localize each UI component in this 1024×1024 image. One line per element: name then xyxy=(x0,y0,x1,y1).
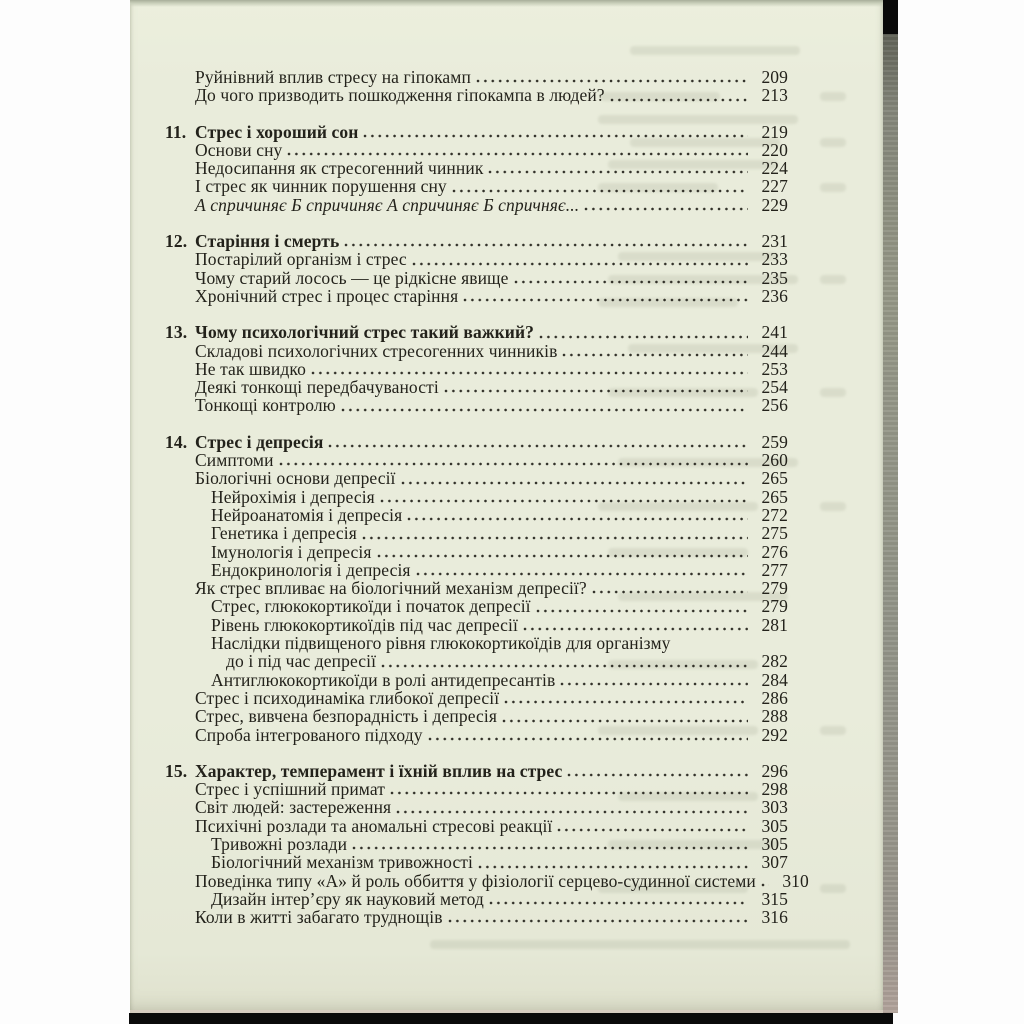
toc-entry-title: Імунологія і депресія xyxy=(211,541,372,562)
toc-entry xyxy=(195,269,788,287)
toc-entry xyxy=(195,159,788,177)
toc-page-number: 305 xyxy=(761,815,788,836)
toc-entry xyxy=(195,908,788,926)
toc-entry-title: Стрес, глюкокортикоїди і початок депресії xyxy=(211,596,531,617)
book-page xyxy=(130,0,883,1013)
toc-entry xyxy=(195,597,788,615)
toc-page-number: 256 xyxy=(761,395,788,416)
dot-leader xyxy=(444,389,748,393)
toc-page-number: 219 xyxy=(761,121,788,142)
toc-page-number: 310 xyxy=(782,870,809,891)
toc-page-number: 275 xyxy=(761,523,788,544)
chapter-number: 11. xyxy=(165,121,187,142)
toc-entry xyxy=(195,488,788,506)
toc-entry xyxy=(195,177,788,195)
dot-leader xyxy=(536,609,748,613)
toc-entry-title: Недосипання як стресогенний чинник xyxy=(195,158,484,179)
ink-show-through xyxy=(820,92,846,101)
toc-page-number: 265 xyxy=(761,486,788,507)
toc-entry xyxy=(195,524,788,542)
toc-entry xyxy=(195,141,788,159)
toc-page-number: 315 xyxy=(761,888,788,909)
dot-leader xyxy=(514,280,749,284)
dot-leader xyxy=(463,298,748,302)
dot-leader xyxy=(488,170,748,174)
ink-show-through xyxy=(820,726,846,735)
dot-leader xyxy=(610,98,748,102)
toc-section xyxy=(165,121,788,215)
dot-leader xyxy=(352,846,748,850)
toc-entry-title: Чому психологічний стрес такий важкий? xyxy=(195,322,535,343)
toc-entry-title: Поведінка типу «А» й роль оббиття у фізіології серцево-судинної системи xyxy=(195,870,756,891)
toc-section xyxy=(165,231,788,306)
dot-leader xyxy=(328,444,748,448)
toc-page-number: 259 xyxy=(761,431,788,452)
toc-page-number: 286 xyxy=(761,687,788,708)
toc-entry-title: Характер, темперамент і їхній вплив на стрес xyxy=(195,760,563,781)
toc-page-number: 316 xyxy=(761,907,788,928)
toc-entry xyxy=(195,634,788,652)
toc-entry-title: Коли в житті забагато труднощів xyxy=(195,907,443,928)
toc-page-number: 244 xyxy=(761,340,788,361)
dot-leader xyxy=(592,590,748,594)
page-top-edge xyxy=(130,0,883,7)
toc-page-number: 220 xyxy=(761,139,788,160)
toc-entry xyxy=(195,68,788,86)
toc-page-number: 227 xyxy=(761,176,788,197)
toc-entry xyxy=(165,322,788,343)
chapter-number: 13. xyxy=(165,322,188,343)
toc-entry xyxy=(195,853,788,871)
toc-page-number: 272 xyxy=(761,504,788,525)
toc-entry xyxy=(195,543,788,561)
chapter-number: 12. xyxy=(165,231,188,252)
dot-leader xyxy=(504,700,748,704)
chapter-number: 14. xyxy=(165,431,188,452)
toc-entry-title: І стрес як чинник порушення сну xyxy=(195,176,447,197)
dot-leader xyxy=(381,664,748,668)
ink-show-through xyxy=(820,183,846,192)
toc-entry-title: Не так швидко xyxy=(195,358,306,379)
toc-page-number: 279 xyxy=(761,578,788,599)
toc-entry-title: Стрес і хороший сон xyxy=(195,121,359,142)
toc-page-number: 284 xyxy=(761,669,788,690)
edge-black-mark xyxy=(883,0,898,34)
toc-page-number: 276 xyxy=(761,541,788,562)
dot-leader xyxy=(412,262,748,266)
dot-leader xyxy=(311,371,748,375)
toc-entry xyxy=(165,431,788,452)
toc-entry-title: Стрес і психодинаміка глибокої депресії xyxy=(195,687,500,708)
toc-entry-title: Руйнівний вплив стресу на гіпокамп xyxy=(195,67,471,87)
toc-page-number: 229 xyxy=(761,194,788,215)
dot-leader xyxy=(390,791,748,795)
toc-entry xyxy=(195,652,788,670)
toc-entry-title: Генетика і депресія xyxy=(211,523,357,544)
toc-entry xyxy=(195,780,788,798)
toc-section xyxy=(165,322,788,416)
toc-entry-title: Антиглюкокортикоїди в ролі антидепресантів xyxy=(211,669,556,690)
toc-entry xyxy=(195,287,788,305)
toc-page-number: 307 xyxy=(761,852,788,873)
toc-page-number: 292 xyxy=(761,724,788,745)
toc-entry-title: Психічні розлади та аномальні стресові реакції xyxy=(195,815,553,836)
toc-entry-title: Спроба інтегрованого підходу xyxy=(195,724,423,745)
dot-leader xyxy=(377,554,749,558)
book-block-edge xyxy=(883,0,898,1013)
dot-leader xyxy=(287,152,748,156)
toc-entry xyxy=(195,726,788,744)
table-of-contents xyxy=(165,67,809,928)
toc-entry-title: Стрес, вивчена безпорадність і депресія xyxy=(195,706,497,727)
toc-entry-title: До чого призводить пошкодження гіпокампа в людей? xyxy=(195,85,605,106)
toc-section xyxy=(165,431,788,745)
chapter-number: 15. xyxy=(165,760,188,781)
toc-entry xyxy=(195,469,788,487)
toc-entry-title: Хронічний стрес і процес старіння xyxy=(195,285,459,306)
toc-page-number: 213 xyxy=(761,85,788,106)
toc-entry xyxy=(195,671,788,689)
dot-leader xyxy=(502,719,748,723)
toc-entry xyxy=(195,616,788,634)
dot-leader xyxy=(478,865,748,869)
toc-entry-title: Дизайн інтер’єру як науковий метод xyxy=(211,888,484,909)
toc-entry xyxy=(195,250,788,268)
ink-show-through xyxy=(430,940,850,949)
toc-page-number: 277 xyxy=(761,559,788,580)
toc-entry xyxy=(195,870,809,891)
toc-entry-title: Чому старий лосось — це рідкісне явище xyxy=(195,267,509,288)
toc-entry-title: Деякі тонкощі передбачуваності xyxy=(195,377,439,398)
toc-entry xyxy=(195,798,788,816)
toc-entry xyxy=(195,817,788,835)
dot-leader xyxy=(584,207,748,211)
dot-leader xyxy=(407,517,748,521)
toc-entry xyxy=(165,231,788,252)
dot-leader xyxy=(562,353,748,357)
toc-entry-title: Біологічний механізм тривожності xyxy=(211,852,474,873)
toc-page-number: 305 xyxy=(761,833,788,854)
toc-entry xyxy=(195,890,788,908)
ink-show-through xyxy=(630,46,800,55)
toc-page-number: 231 xyxy=(761,231,788,252)
dot-leader xyxy=(539,335,748,339)
toc-entry-title: Тонкощі контролю xyxy=(195,395,336,416)
toc-page-number: 253 xyxy=(761,358,788,379)
toc-page-number: 209 xyxy=(761,67,788,87)
toc-page-number: 265 xyxy=(761,468,788,489)
toc-entry-title: Нейрохімія і депресія xyxy=(211,486,375,507)
toc-page-number: 233 xyxy=(761,249,788,270)
dot-leader xyxy=(452,189,748,193)
toc-page-number: 241 xyxy=(761,322,788,343)
toc-entry-title: Тривожні розлади xyxy=(211,833,348,854)
ink-show-through xyxy=(820,502,846,511)
dot-leader xyxy=(476,79,748,83)
dot-leader xyxy=(363,134,748,138)
toc-entry xyxy=(195,707,788,725)
toc-section xyxy=(195,68,788,105)
toc-page-number: 260 xyxy=(761,450,788,471)
toc-entry xyxy=(195,378,788,396)
toc-entry xyxy=(195,451,788,469)
black-surface-bottom xyxy=(129,1013,893,1024)
dot-leader xyxy=(557,828,748,832)
toc-page-number: 281 xyxy=(761,614,788,635)
ink-show-through xyxy=(820,275,846,284)
dot-leader xyxy=(523,627,748,631)
toc-entry xyxy=(195,360,788,378)
toc-entry-title: Біологічні основи депресії xyxy=(195,468,396,489)
dot-leader xyxy=(428,737,748,741)
toc-section xyxy=(165,760,809,928)
dot-leader xyxy=(344,243,748,247)
toc-page-number: 303 xyxy=(761,797,788,818)
toc-page-number: 235 xyxy=(761,267,788,288)
ink-show-through xyxy=(820,884,846,893)
toc-entry xyxy=(195,196,788,214)
dot-leader xyxy=(380,499,748,503)
toc-page-number: 224 xyxy=(761,158,788,179)
dot-leader xyxy=(448,919,748,923)
toc-entry-title: Складові психологічних стресогенних чинників xyxy=(195,340,558,361)
toc-entry xyxy=(165,760,788,781)
toc-entry xyxy=(195,835,788,853)
dot-leader xyxy=(761,883,769,887)
ink-show-through xyxy=(820,138,846,147)
page-block-striations xyxy=(883,0,898,1013)
toc-page-number: 236 xyxy=(761,285,788,306)
toc-entry xyxy=(165,121,788,142)
dot-leader xyxy=(396,810,748,814)
toc-page-number: 288 xyxy=(761,706,788,727)
toc-page-number: 298 xyxy=(761,779,788,800)
toc-entry xyxy=(195,396,788,414)
toc-entry-title: Рівень глюкокортикоїдів під час депресії xyxy=(211,614,518,635)
toc-entry-title: Старіння і смерть xyxy=(195,231,340,252)
dot-leader xyxy=(401,481,748,485)
dot-leader xyxy=(416,572,748,576)
toc-entry xyxy=(195,561,788,579)
toc-entry xyxy=(195,689,788,707)
dot-leader xyxy=(489,901,748,905)
toc-entry xyxy=(195,579,788,597)
toc-entry-title: Стрес і депресія xyxy=(195,431,324,452)
dot-leader xyxy=(341,408,748,412)
dot-leader xyxy=(362,536,748,540)
toc-entry-title: Світ людей: застереження xyxy=(195,797,392,818)
dot-leader xyxy=(560,682,748,686)
toc-entry xyxy=(195,506,788,524)
ink-show-through xyxy=(820,388,846,397)
toc-page-number: 279 xyxy=(761,596,788,617)
toc-entry xyxy=(195,342,788,360)
dot-leader xyxy=(279,462,748,466)
toc-entry-title: Постарілий організм і стрес xyxy=(195,249,407,270)
toc-entry-title: Симптоми xyxy=(195,450,274,471)
dot-leader xyxy=(567,773,748,777)
toc-page-number: 254 xyxy=(761,377,788,398)
toc-entry-title: А спричиняє Б спричиняє А спричиняє Б спричняє... xyxy=(195,194,580,215)
toc-entry-title: Стрес і успішний примат xyxy=(195,779,386,800)
toc-page-number: 282 xyxy=(761,651,788,672)
toc-page-number: 296 xyxy=(761,760,788,781)
toc-entry-title: Наслідки підвищеного рівня глюкокортикоїдів для організму xyxy=(211,633,671,654)
toc-entry xyxy=(195,86,788,104)
toc-entry-title: Ендокринологія і депресія xyxy=(211,559,411,580)
toc-entry-title: Нейроанатомія і депресія xyxy=(211,504,403,525)
toc-entry-title: Основи сну xyxy=(195,139,283,160)
toc-entry-title: Як стрес впливає на біологічний механізм депресії? xyxy=(195,578,587,599)
toc-entry-title: до і під час депресії xyxy=(226,651,377,672)
